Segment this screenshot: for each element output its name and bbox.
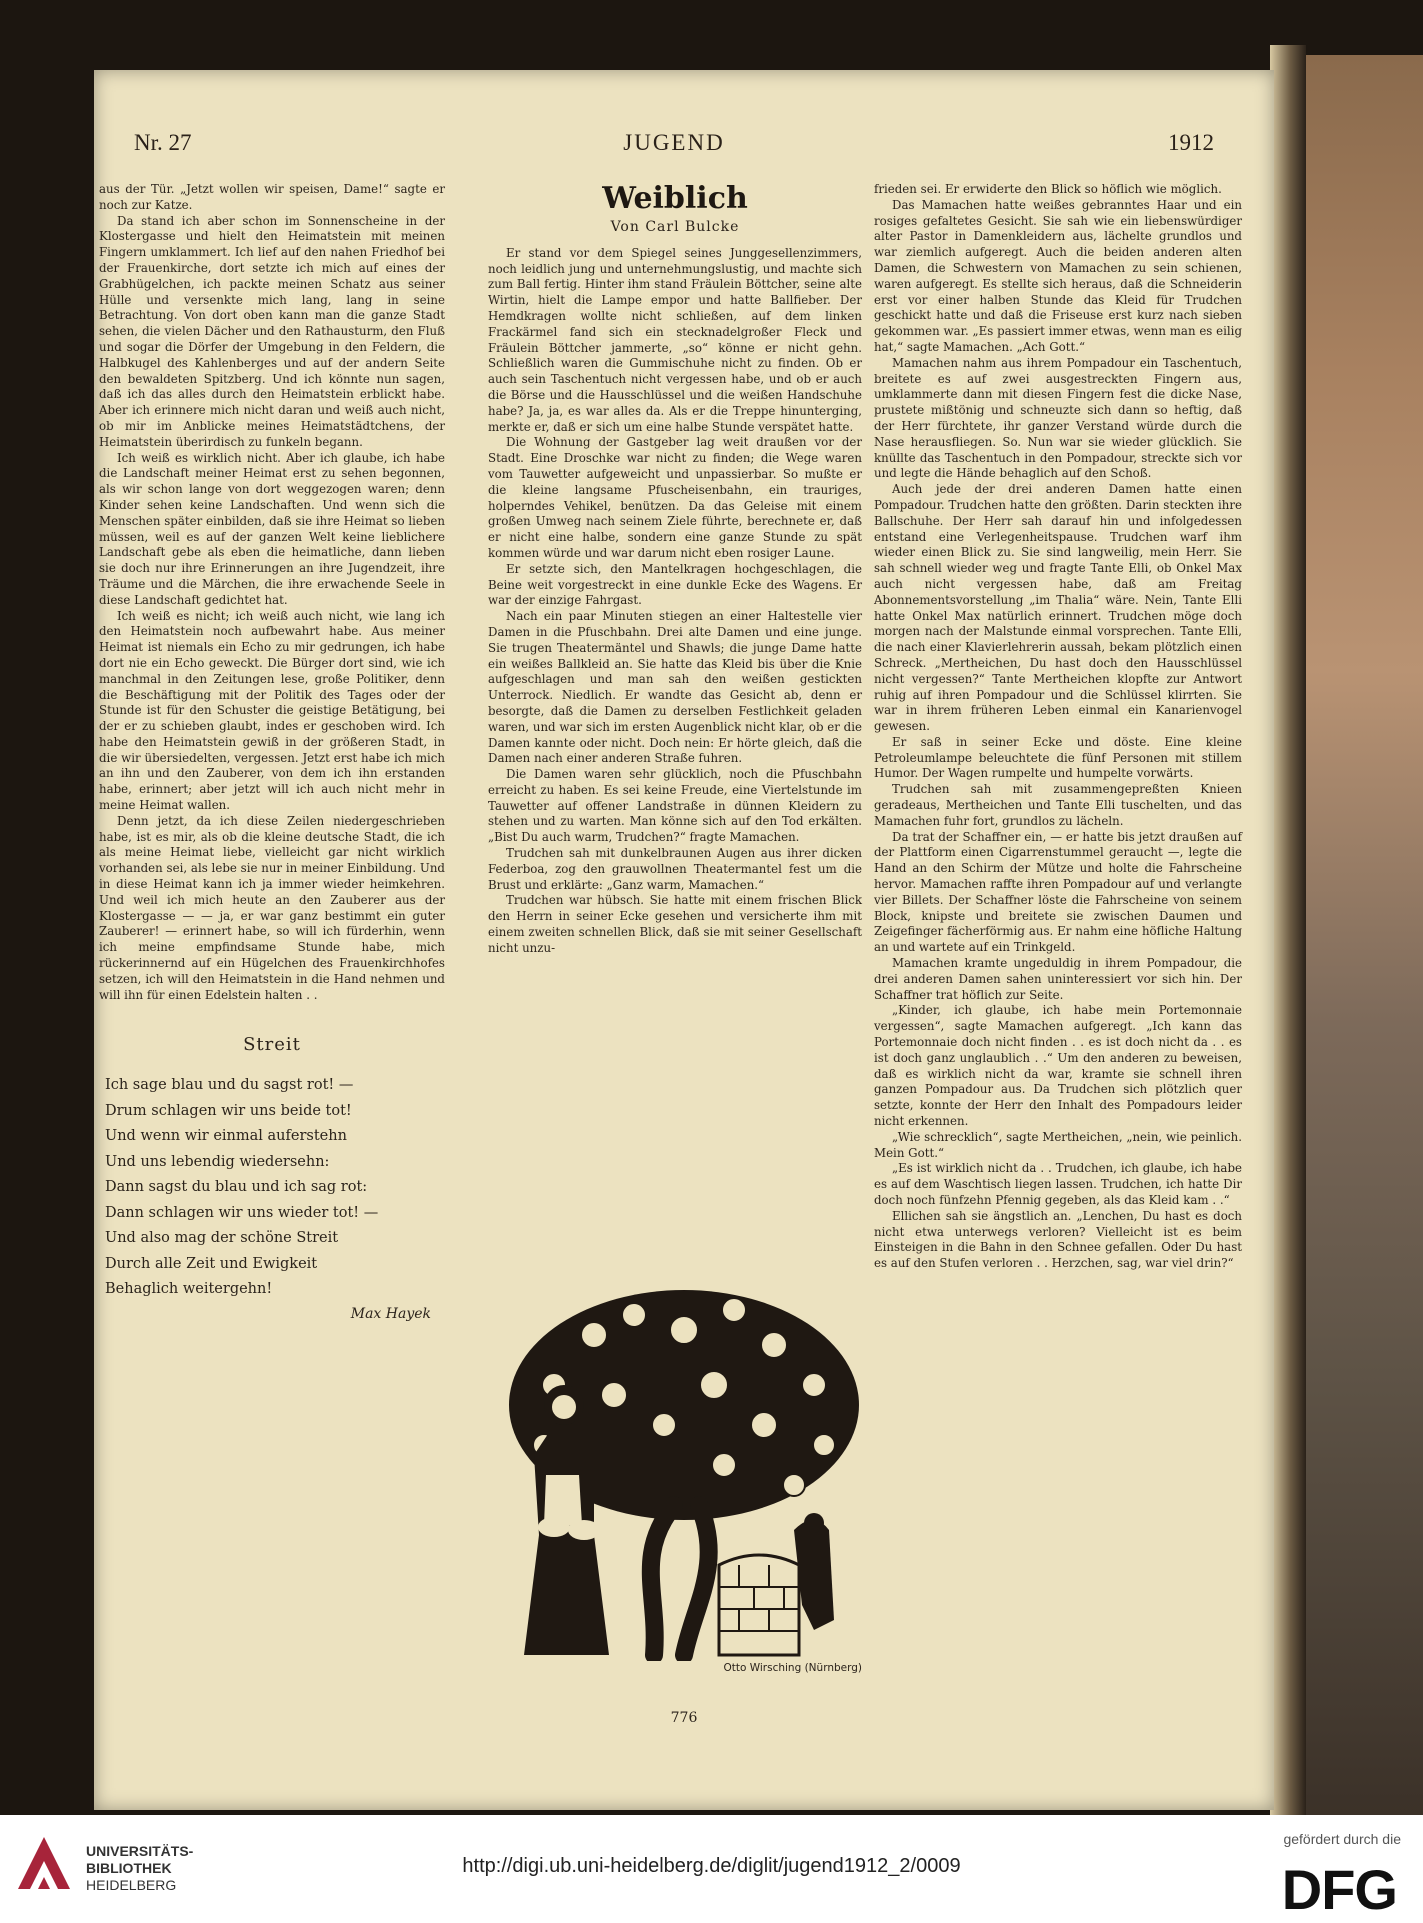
- paragraph: Er setzte sich, den Mantelkragen hochgeschlagen, die Beine weit vorgestreckt in eine dunkle Ecke des Wagens. Er war der einzige Fahrgast.: [488, 561, 862, 608]
- paragraph: „Es ist wirklich nicht da . . Trudchen, ich glaube, ich habe es auf dem Waschtisch liegen lassen. Trudchen, ich hatte Dir doch noch fünfzehn Pfennig gegeben, als das Kleid kam . .“: [874, 1161, 1242, 1207]
- paragraph: aus der Tür. „Jetzt wollen wir speisen, Dame!“ sagte er noch zur Katze.: [99, 182, 445, 212]
- paragraph: Da stand ich aber schon im Sonnenscheine in der Klostergasse und hielt den Heimatstein mit meinen Fingern umklammert. Ich lief auf den nahen Friedhof bei der Frauenkirche, dort setzte ich mich auf eines der Grabhügelchen, ich packte meinen Schatz aus seiner Hülle und versenkte mich lang, lang in seine Betrachtung. Von dort oben kann man die ganze Stadt sehen, die vielen Dächer und den Rathausturm, den Fluß und sogar die Dörfer der Umgebung in den Feldern, die Halbkugel des Kahlenberges und auf der andern Seite den bewaldeten Spitzberg. Und ich könnte nun sagen, daß ich das alles durch den Heimatstein erblickt habe. Aber ich erinnere mich nicht daran und weiß auch nicht, ob mir im Anblicke meines Heimatstädtchens, der Heimatstein überirdisch zu funkeln begann.: [99, 213, 445, 449]
- poem-line: Drum schlagen wir uns beide tot!: [105, 1102, 352, 1119]
- dfg-logo: DFG: [1281, 1858, 1397, 1921]
- poem-title: Streit: [243, 1034, 301, 1056]
- paragraph: Trudchen sah mit dunkelbraunen Augen aus ihrer dicken Federboa, zog den grauwollnen Theatermantel fest um die Brust und erklärte: „Ganz warm, Mamachen.“: [488, 846, 862, 892]
- column-middle: [488, 182, 862, 957]
- paragraph: Nach ein paar Minuten stiegen an einer Haltestelle vier Damen in die Pfuschbahn. Drei alte Damen und eine junge. Sie trugen Theatermäntel und Shawls; die junge Dame hatte ein weißes Ballkleid an. Sie hatte das Kleid bis über die Knie aufgeschlagen und man sah den weißen gestickten Unterrock. Niedlich. Er wandte das Gesicht ab, denn er besorgte, daß die Damen zu derselben Festlichkeit geladen waren, und war sich im ersten Augenblick nicht klar, ob er die Damen kannte oder nicht. Doch nein: Er hörte gleich, daß die Damen nach einer anderen Straße fuhren.: [488, 609, 862, 766]
- viewer-footer: [0, 1815, 1423, 1923]
- paragraph: „Kinder, ich glaube, ich habe mein Portemonnaie vergessen“, sagte Mamachen aufgeregt. „Ich kann das Portemonnaie doch nicht finden . . es ist doch nicht da . . es ist doch ganz unglaublich . .“ Um den anderen zu beweisen, daß es wirklich nicht da war, kramte sie schnell ihren ganzen Pompadour aus. Da Trudchen sich plötzlich quer setzte, konnte der Herr den Inhalt des Pompadours leider nicht erkennen.: [874, 1003, 1242, 1129]
- paragraph: Auch jede der drei anderen Damen hatte einen Pompadour. Trudchen hatte den größten. Darin steckten ihre Ballschuhe. Der Herr sah darauf hin und infolgedessen entstand eine Verlegenheitspause. Trudchen warf ihm wieder einen Blick zu. Sie sind langweilig, mein Herr. Sie sah schnell wieder weg und fragte Tante Elli, ob Onkel Max auch nicht vergessen habe, daß am Freitag Abonnementsvorstellung „im Thalia“ wäre. Nein, Tante Elli hatte Onkel Max natürlich erinnert. Trudchen möge doch morgen nach der Malstunde einmal vorsprechen. Tante Elli, die nach einer Klavierlehrerin aussah, bekam plötzlich einen Schreck. „Mertheichen, Du hast doch den Hausschlüssel nicht vergessen?“ Tante Mertheichen klopfte zur Antwort ruhig auf ihren Pompadour und die Schlüssel klirrten. Sie war in ihrem früheren Leben einmal ein Kanarienvogel gewesen.: [874, 482, 1242, 734]
- paragraph: Mamachen kramte ungeduldig in ihrem Pompadour, die drei anderen Damen sahen uninteressiert vor sich hin. Der Schaffner trat höflich zur Seite.: [874, 956, 1242, 1002]
- poem-line: Und uns lebendig wiedersehn:: [105, 1153, 330, 1170]
- issue-number: Nr. 27: [134, 130, 192, 155]
- column-left: [99, 182, 445, 1323]
- funding-label: gefördert durch die: [1283, 1831, 1401, 1847]
- illustration-caption: Otto Wirsching (Nürnberg): [723, 1662, 862, 1674]
- paragraph: Ich weiß es nicht; ich weiß auch nicht, wie lang ich den Heimatstein noch aufbewahrt habe. Aus meiner Heimat ist niemals ein Echo zu mir gedrungen, ich habe dort nie ein Echo geweckt. Die Bürger dort sind, wie ich manchmal in den Zeitungen lese, große Politiker, denn die Beschäftigung mit der Politik des Tages oder der Stunde ist für den Schuster die geistige Betätigung, bei der er zu schieben glaubt, indes er geschoben wird. Ich habe den Heimatstein gewiß in der größeren Stadt, in die wir übersiedelten, vergessen. Jetzt erst habe ich mich an ihn und den Zauberer, von dem ich ihn erstanden habe, erinnert; aber jetzt will ich auch nicht mehr in meine Heimat wallen.: [99, 608, 445, 813]
- magazine-page: [94, 70, 1274, 1810]
- issue-year: 1912: [1168, 130, 1214, 155]
- poem-line: Dann sagst du blau und ich sag rot:: [105, 1179, 368, 1196]
- poem: [99, 1073, 445, 1303]
- institution-line: HEIDELBERG: [86, 1877, 177, 1893]
- permalink-url[interactable]: http://digi.ub.uni-heidelberg.de/diglit/jugend1912_2/0009: [462, 1855, 961, 1877]
- poem-line: Und also mag der schöne Streit: [105, 1230, 339, 1247]
- poem-line: Behaglich weitergehn!: [105, 1281, 273, 1298]
- poem-author: Max Hayek: [350, 1305, 431, 1322]
- paragraph: Mamachen nahm aus ihrem Pompadour ein Taschentuch, breitete es auf zwei ausgestreckten Fingern aus, umklammerte dann mit diesen Fingern fest die dicke Nase, prustete mißtönig und schneuzte sich dann so heftig, daß der Herr fürchtete, ihr ganzer Verstand würde durch die Nase herausfliegen. So. Nun war sie wieder glücklich. Sie knüllte das Taschentuch in den Pompadour, streckte sich vor und legte die Hände behaglich auf den Schoß.: [874, 355, 1242, 481]
- paragraph: Die Damen waren sehr glücklich, noch die Pfuschbahn erreicht zu haben. Es sei keine Freude, eine Viertelstunde im Tauwetter auf offener Landstraße in dünnen Kleidern zu stehen und zu warten. Man könne sich auf den Tod erkälten. „Bist Du auch warm, Trudchen?“ fragte Mamachen.: [488, 767, 862, 845]
- paragraph: Ellichen sah sie ängstlich an. „Lenchen, Du hast es doch nicht etwa unterwegs verloren? Vielleicht ist es beim Einsteigen in die Bahn in den Schnee gefallen. Oder Du hast es auf den Stufen verloren . . Herzchen, sag, war viel drin?“: [874, 1208, 1242, 1271]
- paragraph: Trudchen war hübsch. Sie hatte mit einem frischen Blick den Herrn in seiner Ecke gesehen und versicherte ihm mit einem zweiten schnellen Blick, daß sie mit seiner Gesellschaft nicht unzu-: [488, 893, 862, 955]
- paragraph: Er stand vor dem Spiegel seines Junggesellenzimmers, noch leidlich jung und unternehmungslustig, und machte sich zum Ball fertig. Hinter ihm stand Fräulein Böttcher, seine alte Wirtin, hielt die Lampe empor und hatte Ballfieber. Der Hemdkragen wollte nicht schließen, auf dem linken Frackärmel fand sich ein stecknadelgroßer Fleck und Fräulein Böttcher jammerte, „so“ könne er nicht gehn. Schließlich waren die Gummischuhe nicht zu finden. Ob er auch sein Taschentuch nicht vergessen habe, und ob er auch die Börse und die Hausschlüssel und die weißen Handschuhe habe? Ja, ja, es war alles da. Als er die Treppe hinunterging, merkte er, daß er sich um eine halbe Stunde verspätet hatte.: [488, 245, 862, 434]
- paragraph: frieden sei. Er erwiderte den Blick so höflich wie möglich.: [874, 182, 1222, 196]
- poem-line: Durch alle Zeit und Ewigkeit: [105, 1255, 318, 1272]
- column-right: [874, 182, 1242, 1272]
- paragraph: „Wie schrecklich“, sagte Mertheichen, „nein, wie peinlich. Mein Gott.“: [874, 1129, 1242, 1160]
- institution-line: UNIVERSITÄTS-: [86, 1843, 194, 1859]
- institution-line: BIBLIOTHEK: [86, 1860, 172, 1876]
- paragraph: Die Wohnung der Gastgeber lag weit draußen vor der Stadt. Eine Droschke war nicht zu finden; die Wege waren vom Tauwetter aufgeweicht und unpassierbar. So mußte er die kleine langsame Pfuscheisenbahn, ein trauriges, holperndes Vehikel, benützen. Da das Geleise mit einem großen Umweg nach seinem Ziele führte, berechnete er, daß er nicht eine halbe, sondern eine ganze Stunde zu spät kommen würde und war darum nicht eben rosiger Laune.: [488, 435, 862, 560]
- poem-line: Dann schlagen wir uns wieder tot! —: [105, 1204, 379, 1221]
- paragraph: Er saß in seiner Ecke und döste. Eine kleine Petroleumlampe beleuchtete die fünf Personen mit stillem Humor. Der Wagen rumpelte und humpelte vorwärts.: [874, 734, 1242, 781]
- magazine-title: JUGEND: [623, 130, 725, 155]
- paragraph: Da trat der Schaffner ein, — er hatte bis jetzt draußen auf der Plattform einen Cigarrenstummel geraucht —, legte die Hand an den Schirm der Mütze und holte die Fahrscheine hervor. Mamachen raffte ihren Pompadour auf und verlangte vier Billets. Der Schaffner löste die Fahrscheine von seinem Block, knipste und breitete sie zwischen Daumen und Zeigefinger fächerförmig aus. Er nahm eine höfliche Haltung an und wartete auf ein Trinkgeld.: [874, 829, 1242, 955]
- paragraph: Ich weiß es wirklich nicht. Aber ich glaube, ich habe die Landschaft meiner Heimat erst zu sehen begonnen, als wir schon lange von dort weggezogen waren; denn Kinder sehen keine Landschaften. Und wenn sich die Menschen später einbilden, daß sie ihre Heimat so lieben müssen, weil es auf der ganzen Welt keine lieblichere Landschaft gebe als eben die heimatliche, dann lieben sie doch nur ihre Erinnerungen an ihre Jugendzeit, ihre Träume und die Märchen, die ihre erwachende Seele in diese Landschaft gedichtet hat.: [99, 450, 445, 607]
- paragraph: Das Mamachen hatte weißes gebranntes Haar und ein rosiges gefaltetes Gesicht. Sie sah wie ein liebenswürdiger alter Pastor in Damenkleidern aus, lächelte grundlos und war ziemlich aufgeregt. Auch die beiden anderen alten Damen, die Schwestern von Mamachen zu sein schienen, waren aufgeregt. Es stellte sich heraus, daß die Schneiderin erst vor einer halben Stunde das Kleid für Trudchen geschickt hatte und daß die Friseuse erst kurz nach sieben gekommen war. „Es passiert immer etwas, wenn man es eilig hat,“ sagte Mamachen. „Ach Gott.“: [874, 197, 1242, 354]
- book-gutter: [1270, 45, 1306, 1815]
- woodcut-illustration: [484, 1275, 864, 1661]
- poem-line: Ich sage blau und du sagst rot! —: [105, 1077, 354, 1094]
- story-byline: Von Carl Bulcke: [610, 219, 740, 235]
- page-number: 776: [670, 1710, 698, 1726]
- page-header: [134, 130, 1214, 164]
- paragraph: Trudchen sah mit zusammengepreßten Knieen geradeaus, Mertheichen und Tante Elli tuschelten, und das Mamachen fuhr fort, grundlos zu lächeln.: [874, 782, 1242, 828]
- facing-page-edge: [1302, 55, 1423, 1815]
- paragraph: Denn jetzt, da ich diese Zeilen niedergeschrieben habe, ist es mir, als ob die kleine deutsche Stadt, die ich als meine Heimat liebe, vielleicht gar nicht wirklich vorhanden sei, als lebe sie nur in meiner Einbildung. Und in diese Heimat kann ich ja immer wieder heimkehren. Und weil ich mich heute an den Zauberer aus der Klostergasse — — ja, er war ganz bestimmt ein guter Zauberer! — erinnert habe, so will ich fürderhin, wenn ich meine empfindsame Stunde habe, mich rückerinnernd auf ein Hügelchen des Frauenkirchhofes setzen, ich will den Heimatstein in die Hand nehmen und will ihn für einen Edelstein halten . .: [99, 813, 445, 1002]
- poem-line: Und wenn wir einmal auferstehn: [105, 1128, 347, 1145]
- story-title: Weiblich: [602, 181, 748, 216]
